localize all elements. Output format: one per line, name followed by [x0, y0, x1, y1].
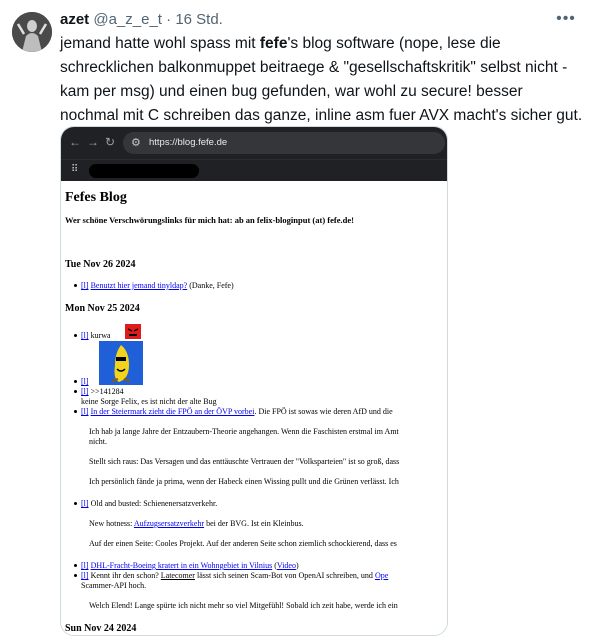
list-item — [81, 331, 111, 341]
user-handle[interactable]: @a_z_e_t — [93, 11, 162, 28]
list-item — [81, 407, 393, 417]
back-arrow-icon[interactable]: ← — [69, 135, 81, 149]
permalink[interactable]: [l] — [81, 281, 89, 290]
entry-paragraph: Stellt sich raus: Das Versagen und das enttäuschte Vertrauen der "Volksparteien" ist so groß, dass — [89, 457, 400, 466]
url-bar[interactable] — [123, 132, 445, 154]
entry-text: lässt sich seinen Scam-Bot von OpenAI schreiben, und — [194, 571, 375, 580]
entry-text: New hotness: — [89, 519, 134, 528]
avatar[interactable] — [12, 12, 52, 52]
tweet-text-line1-a: jemand hatte wohl spass mit — [60, 35, 260, 52]
list-item — [81, 377, 89, 387]
permalink[interactable]: [l] — [81, 407, 89, 416]
redacted-block — [89, 164, 199, 178]
video-link[interactable]: Video — [276, 561, 296, 570]
list-item — [81, 571, 388, 581]
dancing-banana-icon — [99, 341, 143, 385]
permalink[interactable]: [l] — [81, 377, 89, 386]
tweet-media-screenshot[interactable] — [60, 126, 448, 636]
forward-arrow-icon[interactable]: → — [87, 135, 99, 149]
entry-link[interactable]: Benutzt hier jemand tinyldap? — [90, 281, 188, 290]
tweet-text — [60, 32, 590, 128]
list-item — [81, 281, 234, 291]
entry-link[interactable]: Aufzugsersatzverkehr — [133, 519, 205, 528]
permalink[interactable]: [l] — [81, 571, 89, 580]
entry-link[interactable]: Ope — [374, 571, 389, 580]
entry-text: >>141284 — [90, 387, 124, 396]
display-name[interactable]: azet — [60, 11, 90, 28]
list-item — [81, 387, 124, 397]
site-settings-icon[interactable]: ⚙ — [131, 137, 141, 149]
entry-text: ( — [272, 561, 277, 570]
blog-page — [61, 181, 447, 636]
permalink[interactable]: [l] — [81, 331, 89, 340]
list-item — [81, 499, 217, 509]
entry-paragraph: nicht. — [89, 437, 107, 446]
separator-dot: · — [166, 11, 172, 28]
permalink[interactable]: [l] — [81, 499, 89, 508]
tweet-text-line2: schrecklichen balkonmuppet beitraege & "gesellschaftskritik" selbst nicht - — [60, 59, 568, 76]
url-text: https://blog.fefe.de — [149, 137, 228, 148]
permalink[interactable]: [l] — [81, 387, 89, 396]
tweet-text-bold: fefe — [259, 35, 288, 52]
entry-text: kurwa — [90, 331, 111, 340]
entry-paragraph: Welch Elend! Lange spürte ich nicht mehr so viel Mitgefühl! Sobald ich zeit habe, werde ich ein — [89, 601, 398, 610]
reload-icon[interactable]: ↻ — [105, 135, 116, 149]
apps-grid-icon[interactable]: ⠿ — [71, 164, 79, 175]
entry-text: Old and busted: Schienenersatzverkehr. — [90, 499, 218, 508]
browser-toolbar — [61, 127, 447, 159]
entry-paragraph: Ich hab ja lange Jahre der Entzaubern-Theorie angehangen. Wenn die Faschisten erstmal im Amt — [89, 427, 399, 436]
entry-text: Scammer-API hoch. — [81, 581, 147, 590]
entry-paragraph: Auf der einen Seite: Cooles Projekt. Auf der anderen Seite schon ziemlich schockierend, dass es — [89, 539, 397, 548]
entry-paragraph: Ich persönlich fände ja prima, wenn der Habeck einen Wissing pullt und die Grünen verlässt. Ich — [89, 477, 399, 486]
entry-text: bei der BVG. Ist ein Kleinbus. — [204, 519, 304, 528]
entry-text: Kennt ihr den schon? — [90, 571, 161, 580]
entry-text: . Die FPÖ ist sowas wie deren AfD und die — [254, 407, 393, 416]
tweet-header — [60, 10, 223, 30]
entry-user: Latecomer — [160, 571, 195, 580]
tweet-text-line1-b: 's blog software (nope, lese die — [287, 35, 501, 52]
blog-title: Fefes Blog — [65, 190, 127, 205]
entry-text: keine Sorge Felix, es ist nicht der alte Bug — [81, 397, 217, 406]
date-heading: Mon Nov 25 2024 — [65, 303, 140, 314]
entry-link[interactable]: DHL-Fracht-Boeing kratert in ein Wohngebiet in Vilnius — [90, 561, 273, 570]
entry-text: ) — [295, 561, 299, 570]
bookmarks-bar — [61, 159, 447, 181]
tweet-timestamp[interactable]: 16 Std. — [175, 11, 223, 28]
entry-paragraph — [89, 519, 304, 529]
angry-face-icon — [125, 324, 141, 339]
entry-text: (Danke, Fefe) — [187, 281, 234, 290]
permalink[interactable]: [l] — [81, 561, 89, 570]
list-item — [81, 561, 299, 571]
blog-subtitle: Wer schöne Verschwörungslinks für mich hat: ab an felix-bloginput (at) fefe.de! — [65, 215, 354, 225]
more-options-icon[interactable]: ••• — [556, 10, 576, 27]
tweet-text-line3: kam per msg) und einen bug gefunden, war wohl zu secure! besser — [60, 83, 523, 100]
date-heading: Tue Nov 26 2024 — [65, 259, 136, 270]
date-heading: Sun Nov 24 2024 — [65, 623, 137, 634]
tweet-text-line4: nochmal mit C schreiben das ganze, inline asm fuer AVX macht's sicher gut. — [60, 107, 583, 124]
entry-link[interactable]: In der Steiermark zieht die FPÖ an der ÖVP vorbei — [90, 407, 255, 416]
